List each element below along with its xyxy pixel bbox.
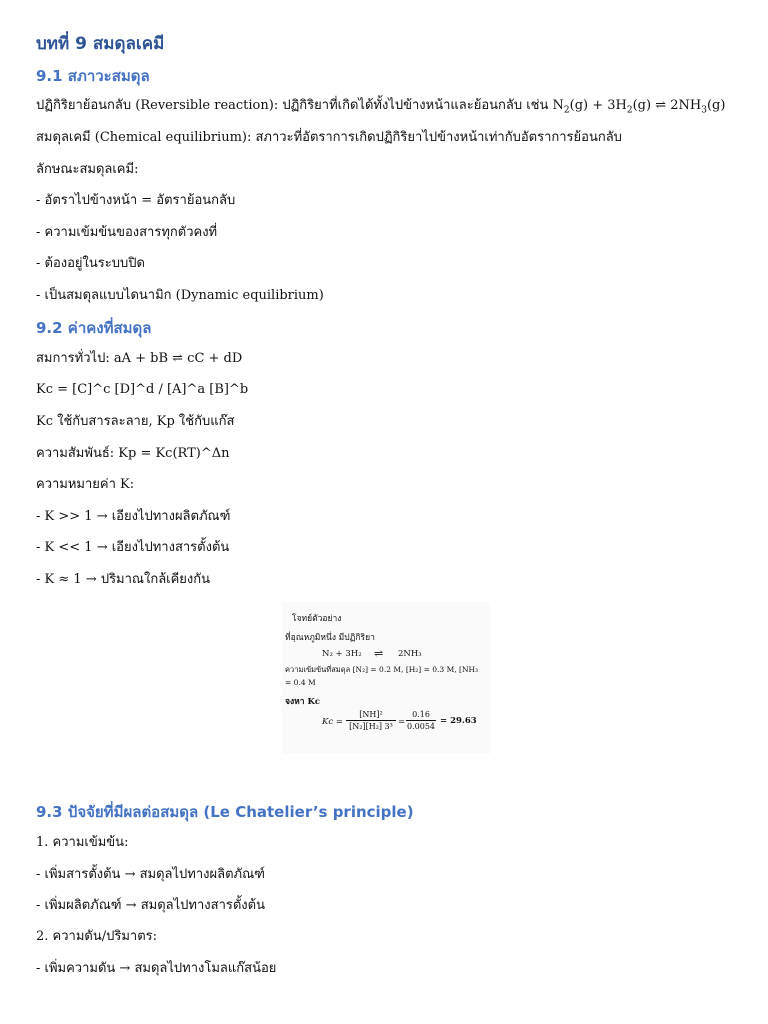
feature-item: - ความเข้มข้นของสารทุกตัวคงที่	[36, 225, 218, 240]
fraction-values	[406, 710, 436, 731]
section-heading-9-3	[36, 800, 414, 824]
fraction-concentrations	[346, 710, 396, 731]
n2-subscript: 2	[563, 105, 570, 116]
section-heading-9-3-thai: 9.3 ปัจจัยที่มีผลต่อสมดุล	[36, 803, 199, 821]
k-meaning-item: - K >> 1 → เอียงไปทางผลิตภัณฑ์	[36, 509, 231, 524]
example-reaction-left: N₂ + 3H₂	[322, 649, 362, 659]
k-meaning-label: ความหมายค่า K:	[36, 477, 135, 492]
reversible-reaction-text: ปฏิกิริยาย้อนกลับ (Reversible reaction): ปฏิกิริยาที่เกิดได้ทั้งไปข้างหน้าและย้อนกลับ เช่น N	[36, 98, 564, 113]
factor-concentration: 1. ความเข้มข้น:	[36, 835, 129, 850]
fraction-numerator: [NH]²	[359, 710, 383, 719]
section-heading-9-2: 9.2 ค่าคงที่สมดุล	[36, 319, 152, 337]
feature-item: - อัตราไปข้างหน้า = อัตราย้อนกลับ	[36, 193, 236, 208]
kc-expression: Kc = [C]^c [D]^d / [A]^a [B]^b	[36, 382, 249, 397]
feature-item: - เป็นสมดุลแบบไดนามิก (Dynamic equilibrium)	[36, 288, 324, 303]
eq-part-1: (g) + 3H	[569, 98, 627, 113]
k-meaning-item: - K ≈ 1 → ปริมาณใกล้เคียงกัน	[36, 572, 211, 587]
example-given-line: ความเข้มข้นที่สมดุล [N₂] = 0.2 M, [H₂] = 0.3 M, [NH₃	[285, 665, 479, 674]
example-intro: ที่อุณหภูมิหนึ่ง มีปฏิกิริยา	[285, 633, 375, 643]
general-equation: สมการทั่วไป: aA + bB ⇌ cC + dD	[36, 351, 243, 366]
example-reaction-right: 2NH₃	[398, 649, 422, 659]
section-heading-9-3-english: (Le Chatelier’s principle)	[198, 803, 414, 821]
fraction-denominator: [N₂][H₂] 3³	[349, 722, 393, 731]
kc-kp-usage: Kc ใช้กับสารละลาย, Kp ใช้กับแก๊ส	[36, 414, 235, 429]
example-result: = 29.63	[440, 716, 477, 726]
feature-item: - ต้องอยู่ในระบบปิด	[36, 256, 145, 271]
equilibrium-arrow-icon: ⇌	[374, 647, 384, 660]
example-question: จงหา Kc	[285, 697, 321, 707]
h2-subscript: 2	[626, 105, 633, 116]
fraction-bar	[346, 720, 396, 721]
k-meaning-item: - K << 1 → เอียงไปทางสารตั้งต้น	[36, 540, 230, 555]
kp-kc-relation: ความสัมพันธ์: Kp = Kc(RT)^Δn	[36, 446, 230, 461]
nh3-subscript: 3	[701, 105, 707, 116]
equilibrium-definition: สมดุลเคมี (Chemical equilibrium): สภาวะที่อัตราการเกิดปฏิกิริยาไปข้างหน้าเท่ากับอัตราการย้อนกลับ	[36, 130, 622, 145]
eq-part-3: (g)	[706, 98, 726, 113]
example-problem-image	[282, 602, 490, 754]
factor-item: - เพิ่มผลิตภัณฑ์ → สมดุลไปทางสารตั้งต้น	[36, 898, 265, 913]
factor-item: - เพิ่มสารตั้งต้น → สมดุลไปทางผลิตภัณฑ์	[36, 867, 265, 882]
chapter-title: บทที่ 9 สมดุลเคมี	[36, 34, 165, 54]
factor-item: - เพิ่มความดัน → สมดุลไปทางโมลแก๊สน้อย	[36, 961, 277, 976]
features-label: ลักษณะสมดุลเคมี:	[36, 162, 139, 177]
example-given-line: = 0.4 M	[285, 678, 316, 687]
section-heading-9-1: 9.1 สภาวะสมดุล	[36, 67, 150, 85]
equals-sign: =	[398, 717, 406, 727]
fraction-bar	[406, 720, 436, 721]
example-title: โจทย์ตัวอย่าง	[292, 614, 342, 624]
kc-label: Kc =	[322, 717, 343, 727]
fraction-denominator: 0.0054	[407, 722, 435, 731]
reversible-reaction-line	[36, 97, 725, 120]
factor-pressure: 2. ความดัน/ปริมาตร:	[36, 929, 158, 944]
fraction-numerator: 0.16	[412, 710, 430, 719]
eq-part-2: (g) ⇌ 2NH	[632, 98, 702, 113]
